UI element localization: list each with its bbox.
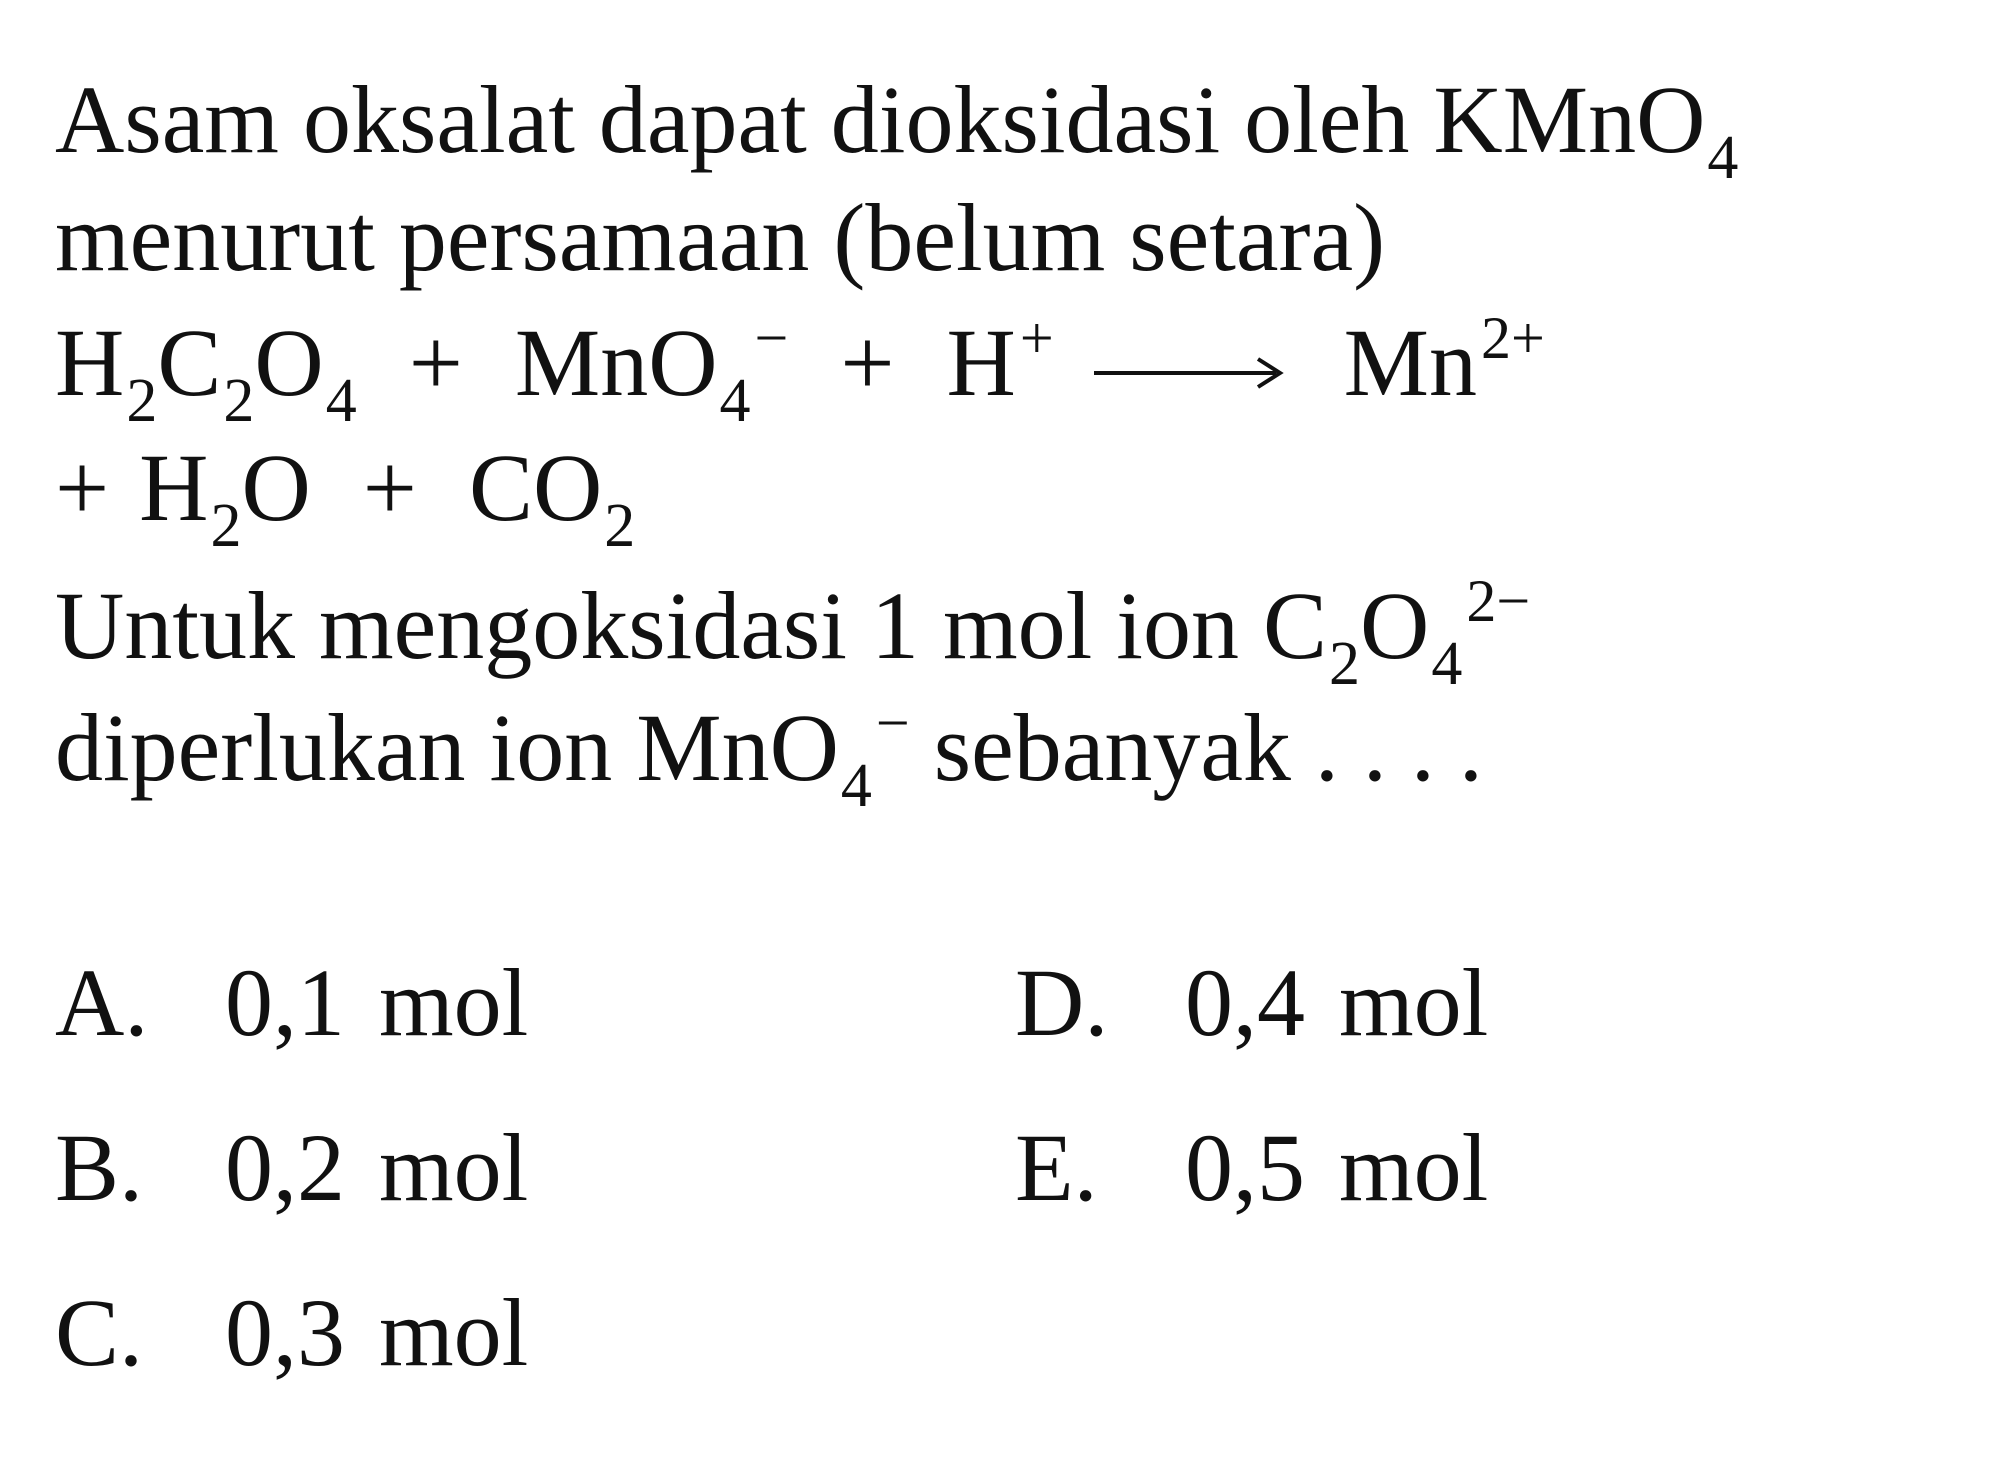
intro-text-1: Asam oksalat dapat dioksidasi oleh — [55, 66, 1434, 173]
option-letter: A. — [55, 949, 149, 1056]
equation-line-2 — [55, 434, 636, 561]
prompt-line-2 — [55, 689, 1483, 821]
option-value: 0,3 — [225, 1279, 345, 1386]
option-unit: mol — [379, 1279, 529, 1386]
reactant-permanganate: MnO$_4$− — [514, 304, 789, 436]
option-d[interactable] — [1015, 949, 1489, 1056]
option-value: 0,5 — [1185, 1114, 1305, 1221]
prompt-text-3: sebanyak . . . . — [909, 694, 1483, 801]
option-letter: E. — [1015, 1114, 1098, 1221]
option-letter: C. — [55, 1279, 144, 1386]
option-unit: mol — [379, 949, 529, 1056]
option-c[interactable] — [55, 1279, 529, 1386]
option-value: 0,1 — [225, 949, 345, 1056]
product-manganese-ion: $Mn^{2+}$ — [1343, 304, 1545, 416]
option-e[interactable] — [1015, 1114, 1489, 1221]
answer-options — [55, 949, 1755, 1435]
reaction-arrow-icon — [1090, 343, 1290, 403]
plus-sign: + — [840, 309, 895, 416]
prompt-text-2: diperlukan ion — [55, 694, 637, 801]
equation-line-1 — [55, 304, 1545, 436]
prompt-text-1: Untuk mengoksidasi 1 mol ion — [55, 572, 1263, 679]
prompt-line-1 — [55, 567, 1531, 699]
permanganate-ion-formula: MnO$_4$− — [636, 689, 910, 821]
product-carbon-dioxide: $CO_2$ — [468, 434, 636, 561]
plus-sign: + — [408, 309, 463, 416]
option-b[interactable] — [55, 1114, 529, 1221]
option-value: 0,4 — [1185, 949, 1305, 1056]
kmno4-formula: KMnO$_4$ — [1433, 66, 1739, 193]
reactant-oxalic-acid: $H_2C_2O_4$ — [55, 309, 357, 436]
option-letter: D. — [1015, 949, 1109, 1056]
option-unit: mol — [1339, 949, 1489, 1056]
option-unit: mol — [379, 1114, 529, 1221]
product-water: $H_2O$ — [139, 434, 311, 561]
reactant-hydrogen-ion: H+ — [946, 304, 1054, 416]
intro-line-1 — [55, 66, 1739, 193]
option-value: 0,2 — [225, 1114, 345, 1221]
option-a[interactable] — [55, 949, 529, 1056]
option-letter: B. — [55, 1114, 144, 1221]
option-unit: mol — [1339, 1114, 1489, 1221]
intro-text-2: menurut persamaan (belum setara) — [55, 184, 1386, 291]
intro-line-2 — [55, 184, 1386, 291]
plus-sign: + — [362, 434, 417, 541]
plus-sign: + — [55, 434, 110, 541]
oxalate-ion-formula: $C_2O_4^{2-}$ — [1262, 567, 1531, 699]
